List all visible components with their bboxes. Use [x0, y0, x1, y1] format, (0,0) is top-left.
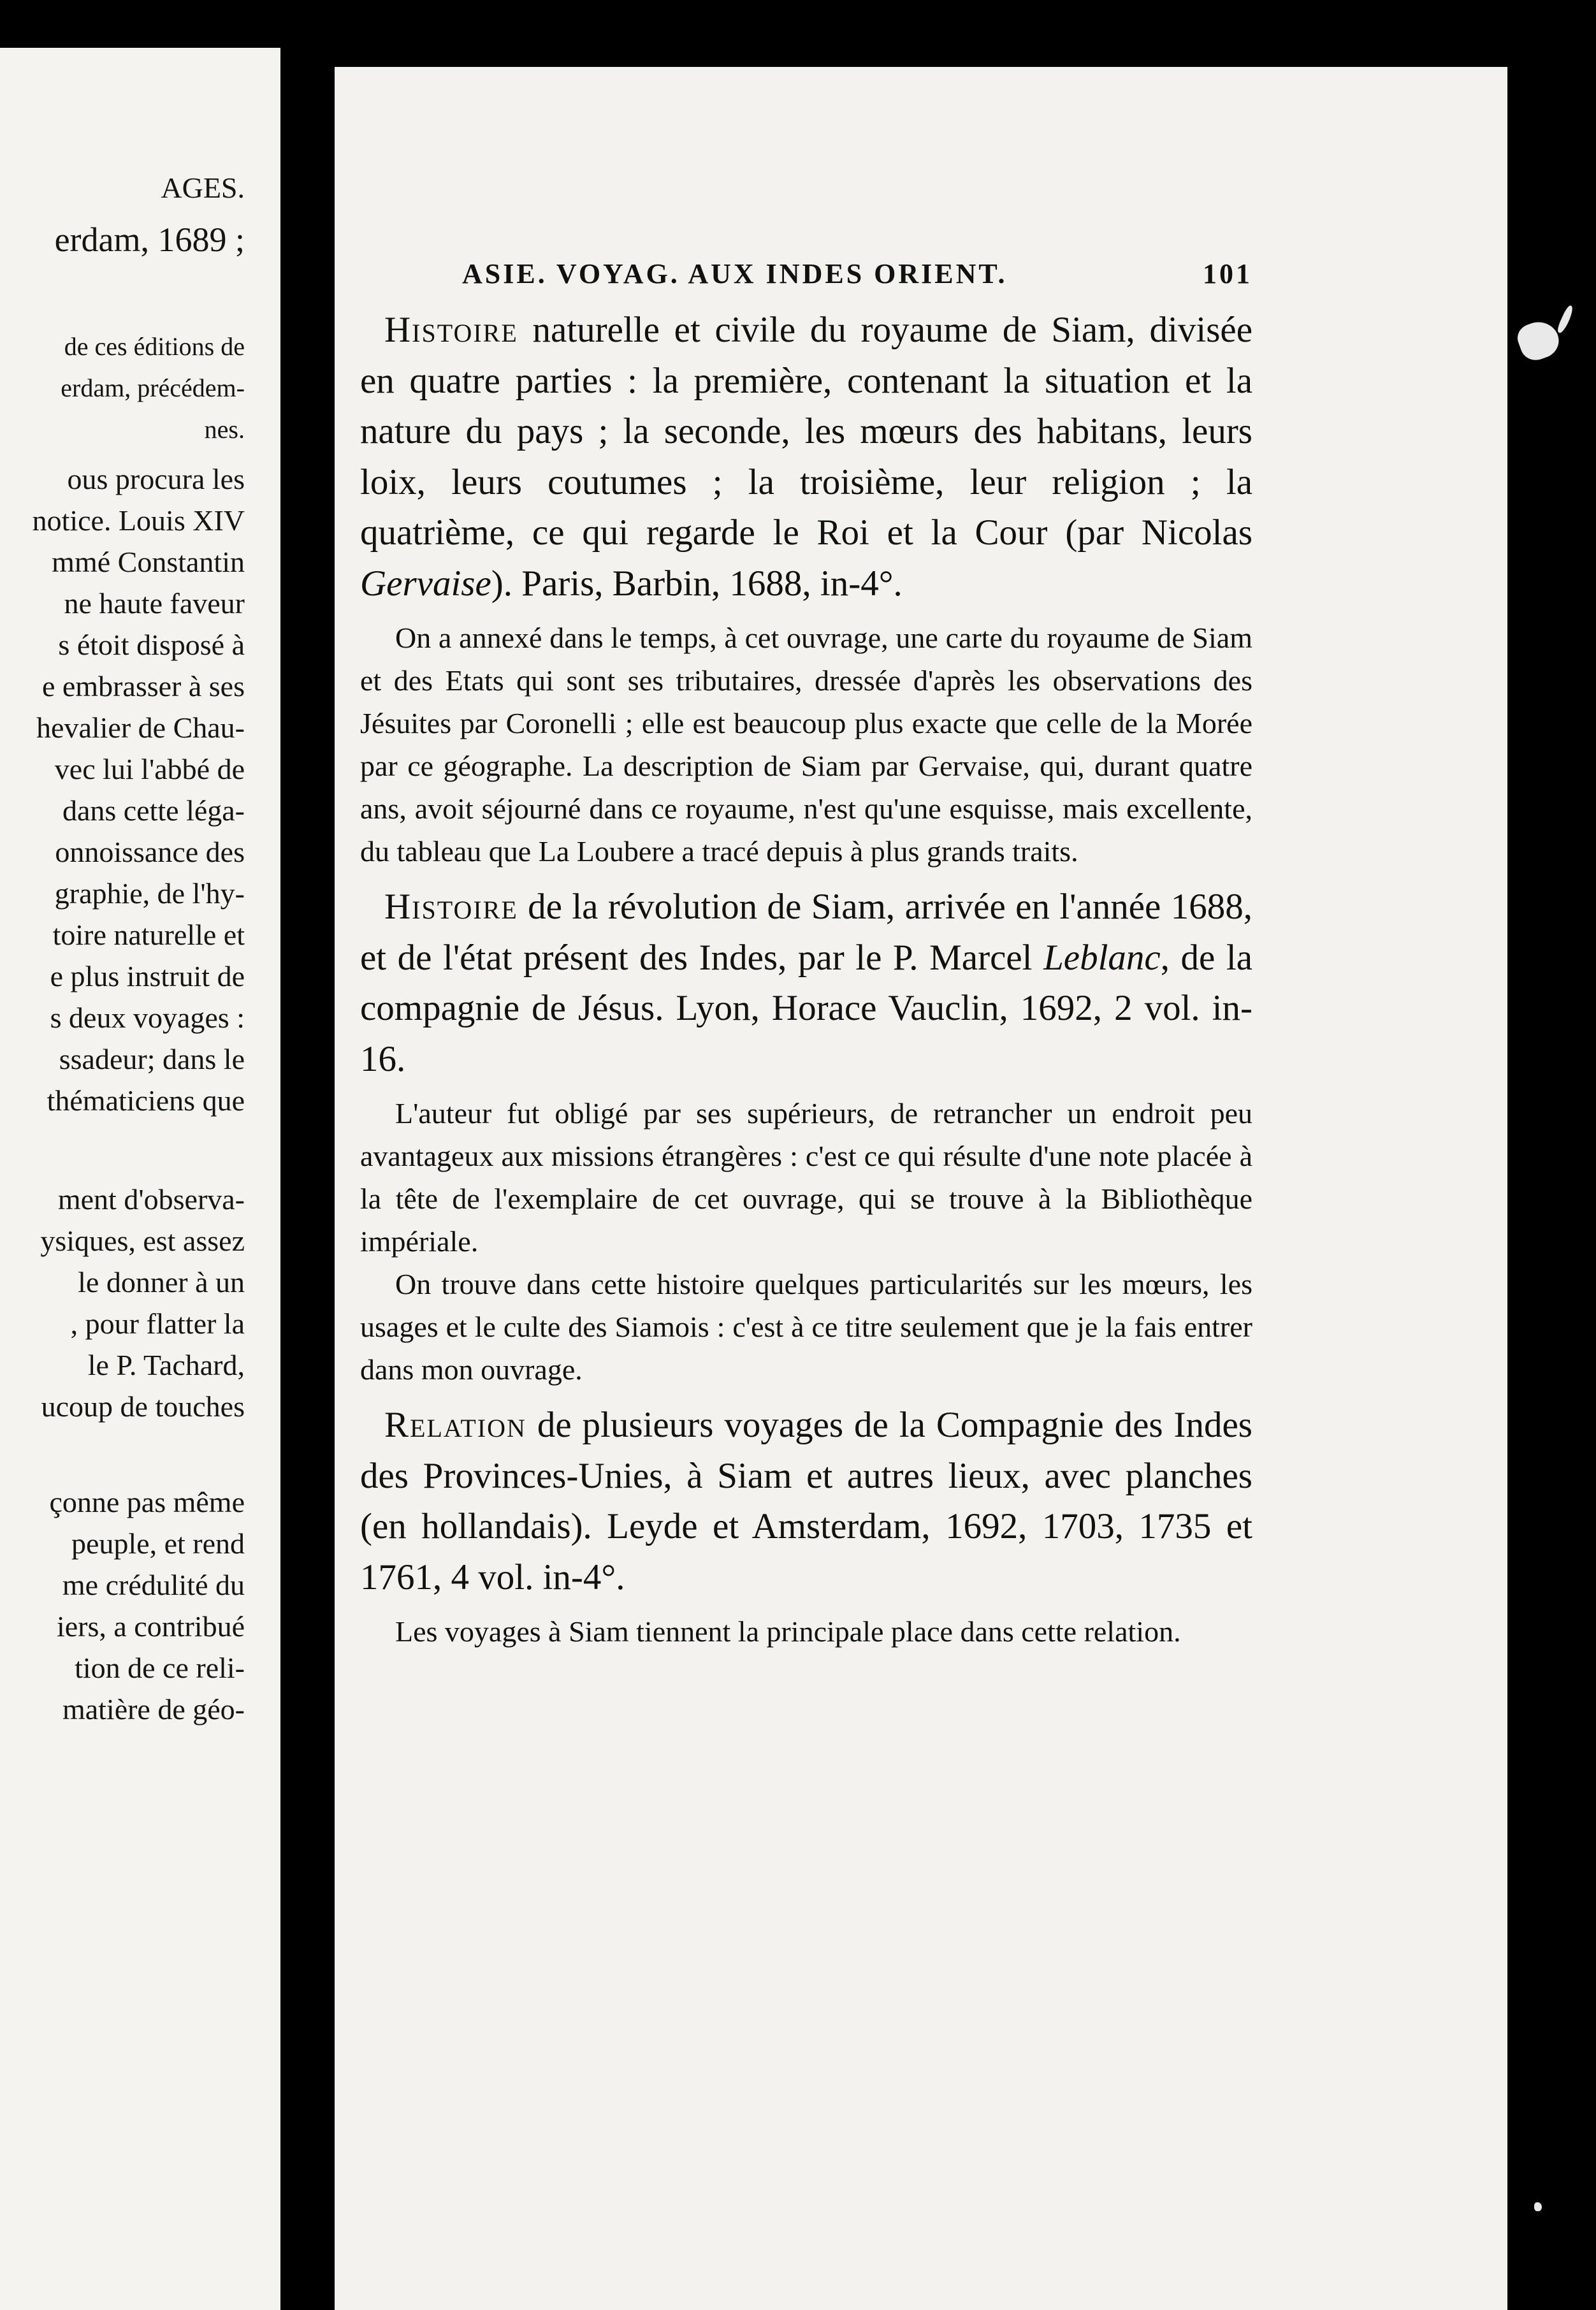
left-page-line: iers, a contribué: [56, 1610, 245, 1643]
left-page-line: notice. Louis XIV: [32, 504, 245, 537]
left-page-line: thématiciens que: [47, 1084, 245, 1117]
left-page-line: le P. Tachard,: [87, 1349, 245, 1381]
left-page-line: tion de ce reli-: [75, 1652, 245, 1684]
entry-lead-word: Histoire: [384, 887, 518, 927]
left-page-line: me crédulité du: [62, 1569, 245, 1601]
left-page-line: onnoissance des: [55, 836, 245, 868]
left-page-line: matière de géo-: [62, 1693, 245, 1725]
entry-note: On a annexé dans le temps, à cet ouvrage, une carte du royaume de Siam et des Etats qui sont ses tributaires, dressée d'après les observations des Jésuites par Coronelli ; elle est beaucoup plus exacte que celle de la Morée par ce géographe. La description de Siam par Gervaise, qui, durant quatre ans, avoit séjourné dans ce royaume, n'est qu'une esquisse, mais excellente, du tableau que La Loubere a tracé depuis à plus grands traits.: [360, 621, 1252, 868]
left-page-line: mmé Constantin: [52, 546, 245, 578]
left-page-line: peuple, et rend: [71, 1527, 245, 1560]
entry-author: Leblanc: [1043, 937, 1161, 978]
left-page-line: de ces éditions de: [64, 332, 245, 361]
left-page-line: s deux voyages :: [50, 1001, 245, 1034]
page-number: 101: [1203, 258, 1252, 289]
book-spine-shadow: [280, 0, 335, 2310]
left-page-line: e plus instruit de: [50, 960, 245, 992]
entry-note: Les voyages à Siam tiennent la principale place dans cette relation.: [395, 1615, 1181, 1648]
left-page-line: erdam, 1689 ;: [54, 221, 245, 259]
left-page-line: hevalier de Chau-: [36, 711, 245, 744]
left-page-line: , pour flatter la: [70, 1307, 245, 1340]
left-page-line: çonne pas même: [49, 1486, 245, 1518]
entry-text-after: ). Paris, Barbin, 1688, in-4°.: [491, 563, 903, 604]
bibliography-entry: [360, 305, 1252, 873]
right-margin-shadow: [1507, 0, 1596, 2310]
left-page-line: AGES.: [161, 171, 245, 204]
bibliography-entry: [360, 882, 1252, 1391]
paper-speck: [1534, 2202, 1542, 2211]
bibliography-entry: [360, 1400, 1252, 1653]
left-page-line: vec lui l'abbé de: [54, 753, 245, 785]
left-page-line: dans cette léga-: [62, 794, 245, 827]
entry-lead-word: Relation: [384, 1405, 526, 1445]
entry-citation: [360, 1400, 1252, 1602]
left-page-line: graphie, de l'hy-: [54, 877, 245, 910]
entry-text-after: , de la compagnie de Jésus. Lyon, Horace Vauclin, 1692, 2 vol. in-16.: [360, 937, 1252, 1079]
entry-text: de plusieurs voyages de la Compagnie des Indes des Provinces-Unies, à Siam et autres lieux, avec planches (en hollandais). Leyde et Amsterdam, 1692, 1703, 1735 et 1761, 4 vol. in-4°.: [360, 1405, 1252, 1597]
left-page-line: e embrasser à ses: [41, 670, 245, 702]
entry-text: de la révolution de Siam, arrivée en l'année 1688, et de l'état présent des Indes, par le P. Marcel: [360, 887, 1252, 978]
left-page-line: ucoup de touches: [41, 1390, 245, 1423]
running-head-title: ASIE. VOYAG. AUX INDES ORIENT.: [462, 258, 1008, 289]
entry-note: On trouve dans cette histoire quelques particularités sur les mœurs, les usages et le culte des Siamois : c'est à ce titre seulement que je la fais entrer dans mon ouvrage.: [360, 1268, 1252, 1386]
left-page-line: ne haute faveur: [64, 587, 245, 620]
left-page-line: toire naturelle et: [52, 919, 245, 951]
entry-author: Gervaise: [360, 563, 491, 604]
paper-speck: [1514, 316, 1563, 365]
entry-text: naturelle et civile du royaume de Siam, divisée en quatre parties : la première, contenant la situation et la nature du pays ; la seconde, les mœurs des habitans, leurs loix, leurs coutumes ; la troisième, leur religion ; la quatrième, ce qui regarde le Roi et la Cour (par Nicolas: [360, 310, 1252, 553]
paper-speck: [1556, 305, 1575, 335]
entry-lead-word: Histoire: [384, 310, 518, 350]
left-page-line: nes.: [204, 415, 245, 444]
entry-citation: [360, 305, 1252, 609]
left-page: [0, 48, 280, 2310]
left-page-line: ment d'observa-: [57, 1183, 245, 1216]
page-body: [360, 305, 1252, 1653]
left-page-line: ysiques, est assez: [40, 1224, 245, 1257]
left-page-line: le donner à un: [78, 1266, 245, 1298]
left-page-line: erdam, précédem-: [61, 374, 245, 402]
left-page-line: s étoit disposé à: [58, 628, 245, 661]
entry-note: L'auteur fut obligé par ses supérieurs, de retrancher un endroit peu avantageux aux missions étrangères : c'est ce qui résulte d'une note placée à la tête de l'exemplaire de cet ouvrage, qui se trouve à la Bibliothèque impériale.: [360, 1097, 1252, 1258]
entry-citation: [360, 882, 1252, 1084]
left-page-line: ous procura les: [67, 463, 245, 495]
running-head: [462, 258, 1252, 290]
left-page-line: ssadeur; dans le: [59, 1043, 245, 1075]
